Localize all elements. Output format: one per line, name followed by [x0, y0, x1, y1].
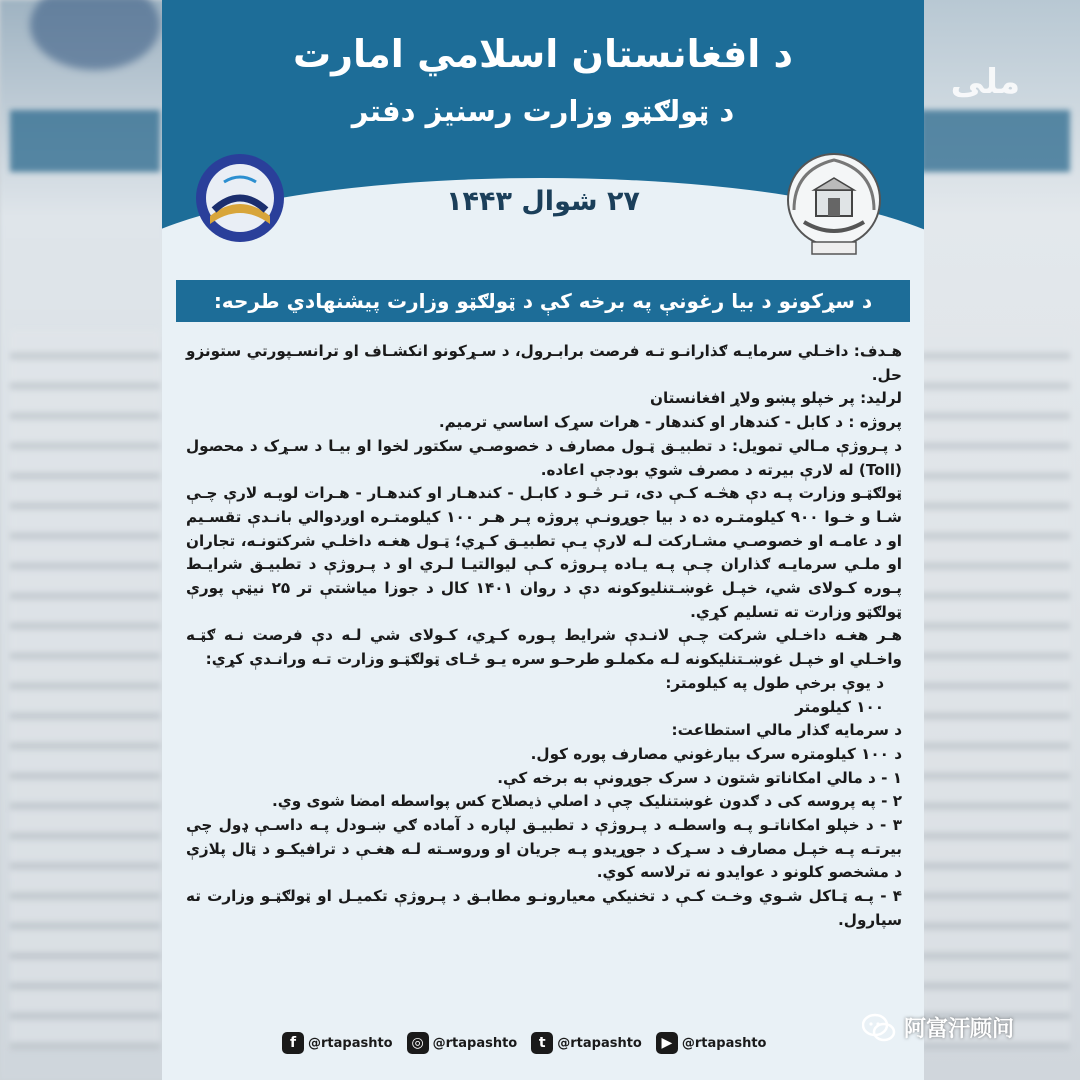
section-length-heading: د يوې برخې طول په کيلومتر:	[665, 673, 884, 692]
office-title: د ټولګټو وزارت رسنيز دفتر	[351, 94, 735, 128]
announcement-card	[162, 0, 924, 1080]
page-title: د افغانستان اسلامي امارت	[292, 32, 794, 76]
paragraph-vision: لرليد: پر خپلو پښو ولاړ افغانستان	[650, 389, 902, 408]
facebook-handle: @rtapashto	[308, 1035, 393, 1051]
social-footer	[282, 1028, 767, 1058]
top-watermark: ملی	[950, 62, 1020, 102]
wechat-account-name: 阿富汗顾问	[904, 1017, 1015, 1042]
youtube-handle: @rtapashto	[681, 1035, 767, 1051]
wechat-icon	[862, 1013, 896, 1043]
background-band-right	[920, 110, 1070, 172]
youtube-link[interactable]	[656, 1032, 767, 1054]
emirate-emblem-icon	[784, 150, 884, 260]
date-label: ۲۷ شوال ۱۴۴۳	[446, 186, 640, 217]
section-length-value: ۱۰۰ کيلومتر	[795, 697, 884, 716]
instagram-icon: ◎	[407, 1032, 429, 1054]
list-item: ۱ - د مالي امکاناتو شتون د سرک جوړونې به برخه کې.	[497, 768, 902, 787]
youtube-icon: ▶	[656, 1032, 678, 1054]
twitter-handle: @rtapashto	[557, 1035, 642, 1051]
facebook-link[interactable]	[282, 1032, 393, 1054]
instagram-handle: @rtapashto	[432, 1035, 518, 1051]
section-finance-heading: د سرمايه ګذار مالي استطاعت:	[671, 721, 902, 740]
facebook-icon: f	[282, 1032, 304, 1054]
announcement-body	[186, 340, 902, 933]
background-text-blur-right	[920, 330, 1070, 1050]
paragraph-project: پروژه : د کابل - کندهار او کندهار - هرات سړک اساسي ترميم.	[438, 413, 902, 432]
ministry-logo-icon	[194, 152, 286, 244]
paragraph-goal: هـدف: داخـلي سرمايـه ګذارانـو تـه فرصت برابـرول، د سـړکونو انکشـاف او ترانسـپورتي ستونزو حل.	[186, 342, 902, 384]
wechat-watermark	[862, 1012, 1014, 1043]
section-finance-value: د ۱۰۰ کيلومتره سرک بيارغوني مصارف پوره کول.	[530, 744, 902, 763]
twitter-icon: t	[531, 1032, 553, 1054]
twitter-link[interactable]	[531, 1032, 642, 1054]
list-item: ۳ - د خپلو امکاناتـو پـه واسطـه د پـروژې د تطبيـق لپاره د آماده ګي ښـودل پـه داسـې ډول چې بيرتـه پـه خپـل مصارف د سـړک د جوړيدو پـه جريان او وروسـته لـه هغـې د ترافيکـو د ټال پلازې د مشخصو کلونو د عوايدو نه ترلاسه کوي.	[186, 816, 902, 882]
background-text-blur-left	[10, 330, 160, 1050]
paragraph-financing: د پـروژې مـالي تمويل: د تطبيـق ټـول مصارف د خصوصـي سکتور لخوا او بيـا د سـړک د محصول (Toll) له لارې بيرته د مصرف شوي بودجې اعاده.	[186, 436, 902, 479]
paragraph-ministry-effort: ټولګټـو وزارت پـه دې هڅـه کـې دی، تـر څـو د کابـل - کندهـار او کندهـار - هـرات لويـه لارې چـې شـا و خـوا ۹۰۰ کيلومتـره ده د بيا جوړونـې پروژه پـر هـر ۱۰۰ کيلومتـره اوږدوالي بانـدې تقسـيم او د عامـه او خصوصـي مشـارکت لـه لارې يـې تطبيـق کـړي؛ ټـول هغـه داخلـي شرکتونـه، تجاران او ملـي سرمايـه ګذاران چـې پـه يـاده پـروژه کـې ليوالتيـا لـري او د پـروژې د تطبيـق شرايـط پـوره کـولای شي، خپـل غوښـتنليوکونه دې د روان ۱۴۰۱ کال د جوزا مياشتې تر ۲۵ نيټې پورې ټولګټو وزارت ته تسليم کړي.	[186, 484, 902, 621]
instagram-link[interactable]	[407, 1032, 518, 1054]
paragraph-eligibility: هـر هغـه داخـلي شرکت چـې لانـدې شرايط پـوره کـړي، کـولای شي لـه دې فرصت نـه ګټـه واخـلي او خپـل غوښـتنليکونه لـه مکملـو طرحـو سره يـو ځـای ټولګټـو وزارت تـه ورانـدې کړي:	[186, 626, 902, 669]
subtitle-bar: د سړکونو د بيا رغونې په برخه کې د ټولګټو وزارت پيشنهادي طرحه:	[176, 280, 910, 322]
list-item: ۲ - په پروسه کی د ګدون غوښتنليک چې د اصلي ذيصلاح کس پواسطه امضا شوی وي.	[272, 792, 902, 811]
list-item: ۴ - پـه ټـاکل شـوي وخـت کـې د تخنيکي معيارونـو مطابـق د پـروژې تکميـل او ټولګټـو وزارت ته سپارول.	[186, 887, 902, 929]
background-band-left	[10, 110, 160, 172]
